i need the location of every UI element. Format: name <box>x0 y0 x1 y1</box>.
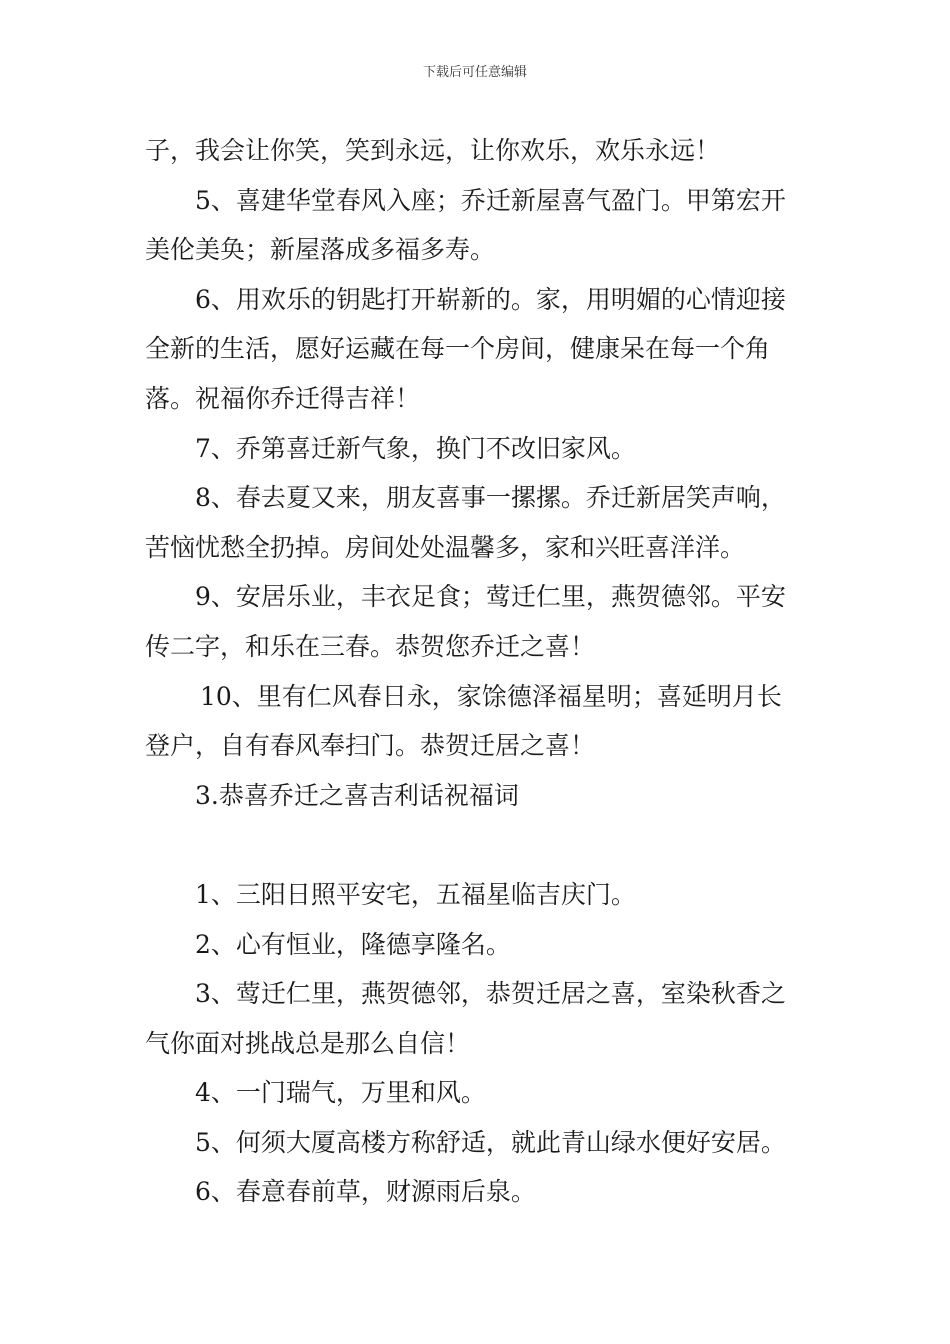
text-line: 1、三阳日照平安宅，五福星临吉庆门。 <box>195 879 636 909</box>
text-line: 9、安居乐业，丰衣足食；莺迁仁里，燕贺德邻。平安 <box>195 582 786 612</box>
text-line: 10、里有仁风春日永，家馀德泽福星明；喜延明月长 <box>200 681 782 711</box>
text-line: 8、春去夏又来，朋友喜事一摞摞。乔迁新居笑声响， <box>195 483 786 513</box>
text-line: 落。祝福你乔迁得吉祥！ <box>145 383 421 413</box>
text-line: 2、心有恒业，隆德享隆名。 <box>195 929 511 959</box>
text-line: 5、喜建华堂春风入座；乔迁新屋喜气盈门。甲第宏开 <box>195 185 786 215</box>
text-line: 7、乔第喜迁新气象，换门不改旧家风。 <box>195 433 636 463</box>
text-line: 3、莺迁仁里，燕贺德邻，恭贺迁居之喜，室染秋香之 <box>195 979 786 1009</box>
text-line: 4、一门瑞气，万里和风。 <box>195 1078 486 1108</box>
text-line: 6、用欢乐的钥匙打开崭新的。家，用明媚的心情迎接 <box>195 284 786 314</box>
text-line: 气你面对挑战总是那么自信！ <box>145 1028 471 1058</box>
text-line: 传二字，和乐在三春。恭贺您乔迁之喜！ <box>145 631 596 661</box>
document-body <box>145 126 813 1217</box>
page-header: 下载后可任意编辑 <box>422 65 527 80</box>
text-line: 5、何须大厦高楼方称舒适，就此青山绿水便好安居。 <box>195 1127 786 1157</box>
text-line: 苦恼忧愁全扔掉。房间处处温馨多，家和兴旺喜洋洋。 <box>145 532 746 562</box>
text-line: 美伦美奂；新屋落成多福多寿。 <box>145 235 496 265</box>
text-line: 全新的生活，愿好运藏在每一个房间，健康呆在每一个角 <box>145 334 771 364</box>
text-line: 登户，自有春风奉扫门。恭贺迁居之喜！ <box>145 731 596 761</box>
text-line: 6、春意春前草，财源雨后泉。 <box>195 1177 536 1207</box>
text-line: 子，我会让你笑，笑到永远，让你欢乐，欢乐永远！ <box>145 136 721 165</box>
section-heading: 3.恭喜乔迁之喜吉利话祝福词 <box>195 780 519 810</box>
blank-line <box>145 820 813 870</box>
